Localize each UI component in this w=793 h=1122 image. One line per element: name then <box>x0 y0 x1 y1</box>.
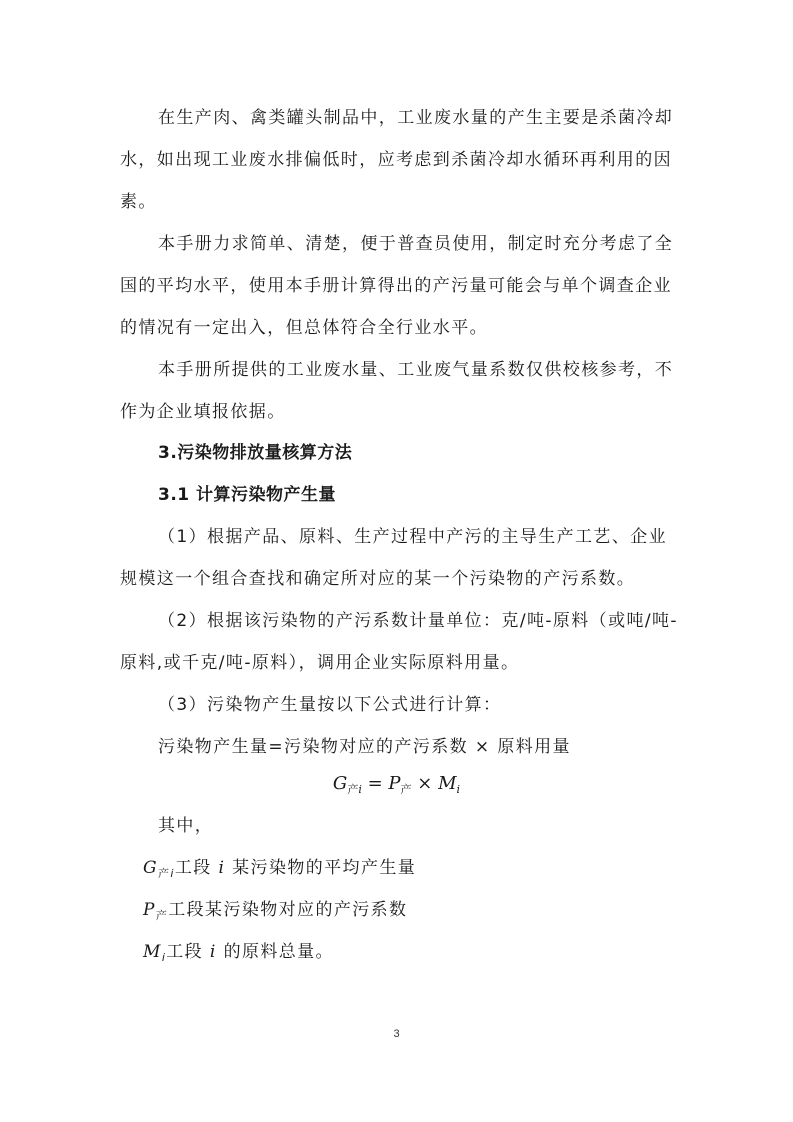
times-symbol: × <box>474 737 491 757</box>
paragraph-3-line-2: 作为企业填报依据。 <box>120 402 286 422</box>
var-m: M <box>438 773 457 794</box>
paragraph-2-line-3: 的情况有一定出入，但总体符合全行业水平。 <box>120 318 488 338</box>
m-subscript: i <box>456 783 461 796</box>
formula-text-tail: 原料用量 <box>497 737 571 757</box>
step-1-line-2: 规模这一个组合查找和确定所对应的某一个污染物的产污系数。 <box>120 569 636 589</box>
equals-sign: = <box>367 773 383 794</box>
subsection-heading: 3.1 计算污染物产生量 <box>158 485 337 505</box>
step-2-line-2: 原料,或千克/吨-原料），调用企业实际原料用量。 <box>120 653 520 673</box>
legend-intro: 其中， <box>158 816 214 836</box>
math-formula <box>0 772 793 802</box>
paragraph-2-line-2: 国的平均水平，使用本手册计算得出的产污量可能会与单个调查企业 <box>120 276 672 296</box>
var-g: G <box>332 773 348 794</box>
step-2-line-1: （2）根据该污染物的产污系数计量单位：克/吨-原料（或吨/吨- <box>158 611 678 631</box>
legend-p: $P_产$工段某污染物对应的产污系数 <box>143 900 408 922</box>
paragraph-1-line-1: 在生产肉、禽类罐头制品中，工业废水量的产生主要是杀菌冷却 <box>158 108 674 128</box>
g-subscript: 产i <box>347 783 362 796</box>
formula-text-lead: 污染物产生量=污染物对应的产污系数 <box>158 737 469 757</box>
paragraph-3-line-1: 本手册所提供的工业废水量、工业废气量系数仅供校核参考，不 <box>158 360 674 380</box>
section-heading: 3.污染物排放量核算方法 <box>158 443 353 463</box>
var-p: P <box>388 773 401 794</box>
legend-g: $G_{产i}$工段 i 某污染物的平均产生量 <box>143 858 417 880</box>
paragraph-1-line-3: 素。 <box>120 192 157 212</box>
step-3-text: （3）污染物产生量按以下公式进行计算： <box>158 695 502 715</box>
p-subscript: 产 <box>400 783 412 796</box>
times-operator: × <box>417 773 433 794</box>
step-1-line-1: （1）根据产品、原料、生产过程中产污的主导生产工艺、企业 <box>158 527 668 547</box>
paragraph-1-line-2: 水，如出现工业废水排偏低时，应考虑到杀菌冷却水循环再利用的因 <box>120 150 672 170</box>
legend-m: $M_i$工段 i 的原料总量。 <box>143 942 334 964</box>
formula-text <box>158 735 571 759</box>
page-number: 3 <box>393 1028 400 1040</box>
paragraph-2-line-1: 本手册力求简单、清楚，便于普查员使用，制定时充分考虑了全 <box>158 234 674 254</box>
